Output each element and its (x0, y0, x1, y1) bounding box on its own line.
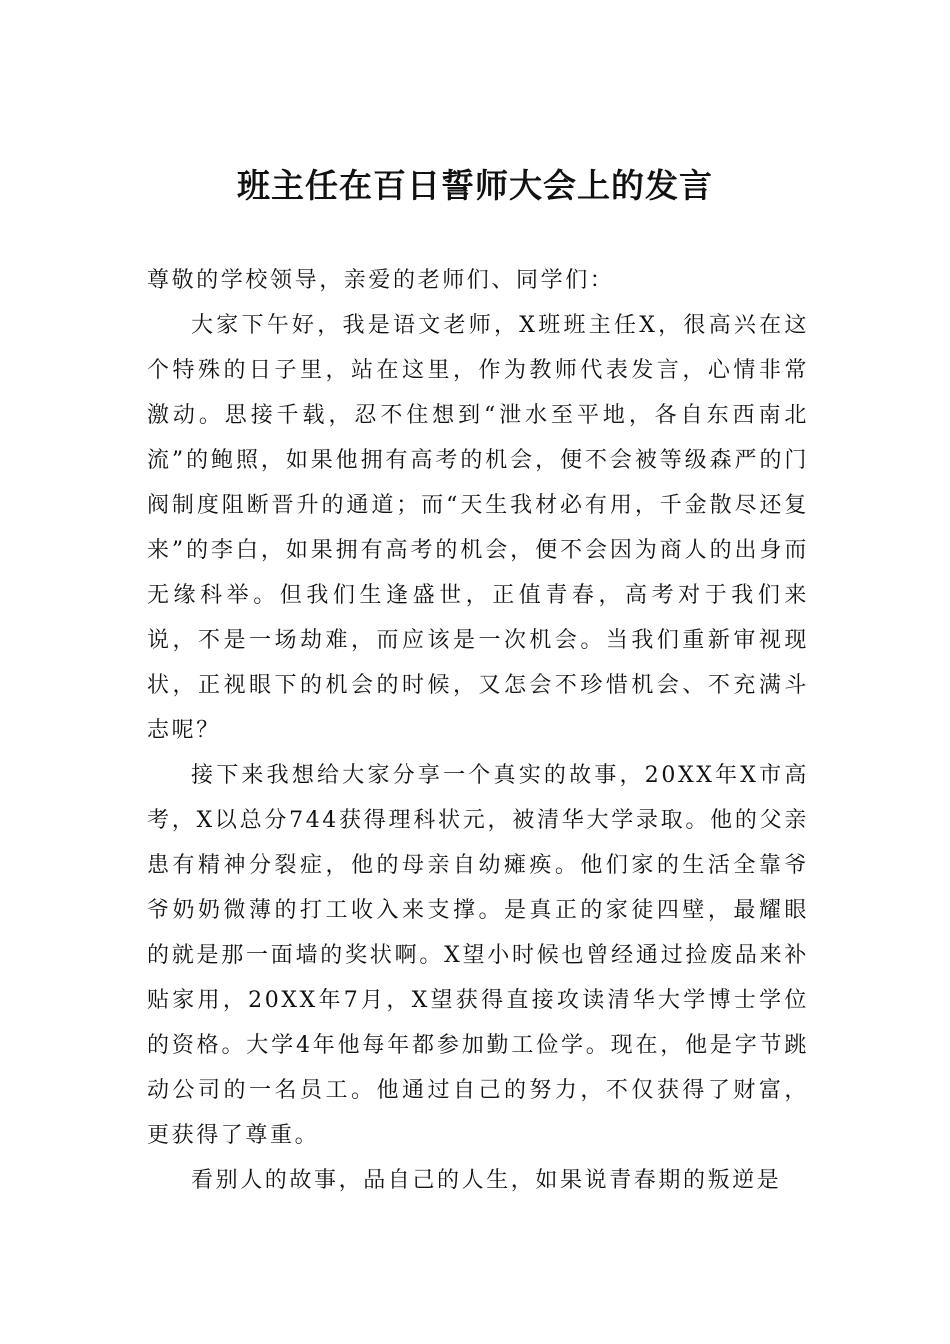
paragraph-3: 看别人的故事，品自己的人生，如果说青春期的叛逆是 (191, 1168, 782, 1193)
document-title: 班主任在百日誓师大会上的发言 (237, 166, 713, 205)
document-body (147, 258, 809, 1203)
salutation: 尊敬的学校领导，亲爱的老师们、同学们： (147, 268, 615, 293)
paragraph-2: 接下来我想给大家分享一个真实的故事，20XX年X市高考，X以总分744获得理科状元，被清华大学录取。他的父亲患有精神分裂症，他的母亲自幼瘫痪。他们家的生活全靠爷爷奶奶微薄的打工收入来支撑。是真正的家徒四壁，最耀眼的就是那一面墙的奖状啊。X望小时候也曾经通过捡废品来补贴家用，20XX年7月，X望获得直接攻读清华大学博士学位的资格。大学4年他每年都参加勤工俭学。现在，他是字节跳动公司的一名员工。他通过自己的努力，不仅获得了财富，更获得了尊重。 (147, 763, 809, 1148)
paragraph-1: 大家下午好，我是语文老师，X班班主任X，很高兴在这个特殊的日子里，站在这里，作为教师代表发言，心情非常激动。思接千载，忍不住想到“泄水至平地，各自东西南北流”的鲍照，如果他拥有高考的机会，便不会被等级森严的门阀制度阻断晋升的通道；而“天生我材必有用，千金散尽还复来”的李白，如果拥有高考的机会，便不会因为商人的出身而无缘科举。但我们生逢盛世，正值青春，高考对于我们来说，不是一场劫难，而应该是一次机会。当我们重新审视现状，正视眼下的机会的时候，又怎会不珍惜机会、不充满斗志呢？ (147, 313, 809, 743)
